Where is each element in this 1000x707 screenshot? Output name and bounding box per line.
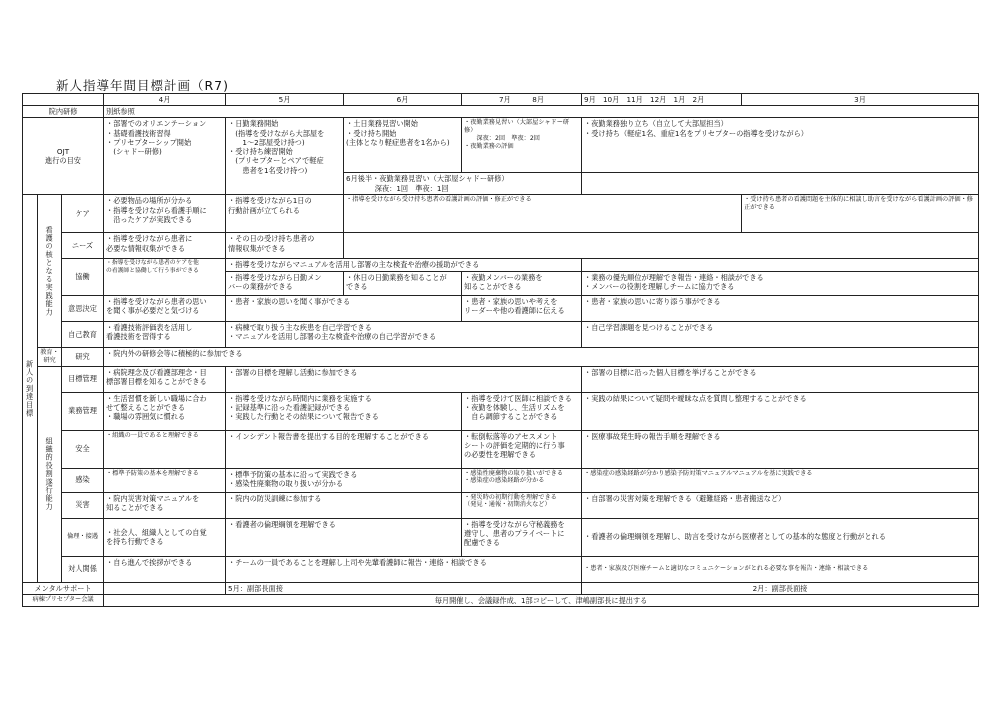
ethics-jul: ・指導を受けながら守秘義務を 遵守し、患者のプライベートに 配慮できる (462, 518, 582, 556)
month-may: 5月 (226, 94, 344, 106)
disaster-jul: ・発災時の初期行動を理解できる （発見・通報・初期消火など） (462, 492, 582, 518)
safety-apr: ・組織の一員であると理解できる (104, 430, 226, 468)
intra-training-text: 別紙参照 (104, 106, 979, 118)
work-mgmt-label: 業務管理 (62, 392, 104, 430)
mental-label: メンタルサポート (23, 582, 104, 594)
intra-training-label: 院内研修 (23, 106, 104, 118)
safety-jul: ・転倒転落等のアセスメント シートの評価を定期的に行う事 の必要性を理解できる (462, 430, 582, 468)
month-apr: 4月 (104, 94, 226, 106)
collab-jul: ・夜勤メンバーの業務を 知ることができる (462, 271, 582, 295)
needs-may: ・その日の受け持ち患者の 情報収集ができる (226, 233, 344, 259)
goal-mgmt-may: ・部署の目標を理解し活動に参加できる (226, 366, 582, 392)
goal-mgmt-late: ・部署の目標に沿った個人目標を挙げることができる (582, 366, 979, 392)
month-jul-aug: 7月 8月 (462, 94, 582, 106)
collab-apr: ・指導を受けながら患者のケアを他 の看護師と協働して行う事ができる (104, 259, 226, 295)
infection-apr: ・標準予防策の基本を理解できる (104, 468, 226, 492)
ojt-jul-aug: ・夜勤業務見習い（大部屋シャドー研修） 深夜：2回 準夜：2回 ・夜勤業務の評価 (462, 118, 582, 173)
goal-mgmt-label: 目標管理 (62, 366, 104, 392)
interpersonal-label: 対人関係 (62, 556, 104, 582)
infection-late: ・感染症の感染経路が分かり感染予防対策マニュアルマニュアルを基に実践できる (582, 468, 979, 492)
collab-label: 協働 (62, 259, 104, 295)
ojt-sep-feb: ・夜勤業務独り立ち（自立して大部屋担当） ・受け持ち（軽症1名、重症1名をプリセプターの指導を受けながら） (582, 118, 979, 173)
self-edu-label: 自己教育 (62, 321, 104, 347)
care-late: ・受け持ち患者の看護問題を主体的に相談し助言を受けながら看護計画の評価・修正ができる (742, 195, 979, 233)
safety-late: ・医療事故発生時の報告手順を理解できる (582, 430, 979, 468)
research-apr: ・院内外の研修会等に積極的に参加できる (104, 347, 979, 366)
group-a-label: 看護の核となる実践能力 (38, 195, 62, 347)
safety-label: 安全 (62, 430, 104, 468)
page-title: 新人指導年間目標計画（R7) (56, 78, 230, 93)
ojt-june-night: 6月後半・夜勤業務見習い（大部屋シャドー研修） 深夜：1回 準夜：1回 (344, 173, 582, 195)
self-edu-late: ・自己学習課題を見つけることができる (582, 321, 979, 347)
interpersonal-late: ・患者・家族及び医療チームと適切なコミュニケーションがとれる必要な事を報告・連絡・相談できる (582, 556, 979, 582)
mental-may: 5月：副部長面接 (226, 582, 582, 594)
interpersonal-may: ・チームの一員であることを理解し上司や先輩看護師に報告・連絡・相談できる (226, 556, 582, 582)
ethics-may: ・看護者の倫理綱領を理解できる (226, 518, 462, 556)
preceptor-text: 毎月開催し、会議録作成、1部コピーして、津嶋副部長に提出する (104, 594, 979, 606)
goal-mgmt-apr: ・病院理念及び看護部理念・目 標部署目標を知ることができる (104, 366, 226, 392)
collab-late: ・業務の優先順位が理解でき報告・連絡・相談ができる ・メンバーの役割を理解しチームに協力できる (582, 271, 979, 295)
disaster-apr: ・院内災害対策マニュアルを 知ることができる (104, 492, 226, 518)
ojt-may: ・日勤業務開始 (指導を受けながら大部屋を 1～2部屋受け持つ) ・受け持ち練習開始 (プリセプターとペアで軽症 患者を1名受け持つ) (226, 118, 344, 195)
needs-apr: ・指導を受けながら患者に 必要な情報収集ができる (104, 233, 226, 259)
care-jun-aug: ・指導を受けながら受け持ち患者の看護計画の評価・修正ができる (344, 195, 742, 233)
ethics-apr: ・社会人、組織人としての自覚 を持ち行動できる (104, 518, 226, 556)
collab-jun: ・休日の日勤業務を知ることが できる (344, 271, 462, 295)
decision-apr: ・指導を受けながら患者の思い を聞く事が必要だと気づける (104, 295, 226, 321)
ojt-apr: ・部署でのオリエンテーション ・基礎看護技術習得 ・プリセプターシップ開始 (シャドー研修) (104, 118, 226, 195)
ojt-jun: ・土日業務見習い開始 ・受け持ち開始 (主体となり軽症患者を1名から) (344, 118, 462, 173)
mental-late: 2月：副部長面接 (582, 582, 979, 594)
self-edu-may: ・病棟で取り扱う主な疾患を自己学習できる ・マニュアルを活用し部署の主な検査や治療の自己学習ができる (226, 321, 582, 347)
care-label: ケア (62, 195, 104, 233)
month-sep-feb: 9月 10月 11月 12月 1月 2月 (582, 94, 742, 106)
preceptor-label: 病棟プリセプター会議 (23, 594, 104, 606)
infection-may: ・標準予防策の基本に沿って実践できる ・感染性廃棄物の取り扱いが分かる (226, 468, 462, 492)
research-label: 研究 (62, 347, 104, 366)
ethics-label: 倫理・接遇 (62, 518, 104, 556)
collab-row1: ・指導を受けながらマニュアルを活用し部署の主な検査や治療の援助ができる (226, 259, 582, 271)
infection-jul: ・感染性廃棄物の取り扱いができる ・感染症の感染経路が分かる (462, 468, 582, 492)
decision-may: ・患者・家族の思いを聞く事ができる (226, 295, 462, 321)
decision-jul: ・患者・家族の思いや考えを リーダーや他の看護師に伝える (462, 295, 582, 321)
self-edu-apr: ・看護技術評価表を活用し 看護技術を習得する (104, 321, 226, 347)
collab-may: ・指導を受けながら日勤メン バーの業務ができる (226, 271, 344, 295)
infection-label: 感染 (62, 468, 104, 492)
work-mgmt-may: ・指導を受けながら時間内に業務を実施する ・記録基準に沿った看護記録ができる ・実践した行動とその結果について報告できる (226, 392, 462, 430)
work-mgmt-apr: ・生活習慣を新しい職場に合わ せて整えることができる ・職場の雰囲気に慣れる (104, 392, 226, 430)
ethics-late: ・看護者の倫理綱領を理解し、助言を受けながら医療者としての基本的な態度と行動がとれる (582, 518, 979, 556)
disaster-label: 災害 (62, 492, 104, 518)
disaster-late: ・自部署の災害対策を理解できる（避難経路・患者搬送など） (582, 492, 979, 518)
edu-label: 教育・研究 (38, 347, 62, 366)
decision-late: ・患者・家族の思いに寄り添う事ができる (582, 295, 979, 321)
interpersonal-apr: ・自ら進んで挨拶ができる (104, 556, 226, 582)
decision-label: 意思決定 (62, 295, 104, 321)
ojt-label: OJT 進行の目安 (23, 118, 104, 195)
plan-table (22, 93, 979, 607)
needs-label: ニーズ (62, 233, 104, 259)
month-mar: 3月 (742, 94, 979, 106)
safety-may: ・インシデント報告書を提出する目的を理解することができる (226, 430, 462, 468)
group-new-label: 新人の到達目標 (23, 195, 38, 582)
work-mgmt-jul: ・指導を受けて医師に相談できる ・夜勤を体験し、生活リズムを 自ら調節することができる (462, 392, 582, 430)
work-mgmt-late: ・実践の結果について疑問や曖昧な点を質問し整理することができる (582, 392, 979, 430)
care-may: ・指導を受けながら1日の 行動計画が立てられる (226, 195, 344, 233)
month-jun: 6月 (344, 94, 462, 106)
disaster-may: ・院内の防災訓練に参加する (226, 492, 462, 518)
care-apr: ・必要物品の場所が分かる ・指導を受けながら看護手順に 沿ったケアが実践できる (104, 195, 226, 233)
group-b-label: 組織的役割遂行能力 (38, 366, 62, 582)
